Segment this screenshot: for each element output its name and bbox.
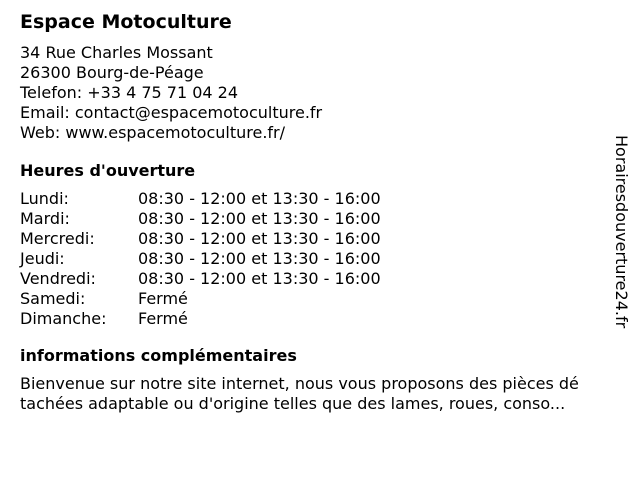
description-line: tachées adaptable ou d'origine telles que des lames, roues, conso...: [20, 394, 566, 413]
address-street: 34 Rue Charles Mossant: [20, 43, 213, 62]
day-hours: Fermé: [138, 289, 188, 308]
hours-row: [20, 249, 381, 269]
day-hours: Fermé: [138, 309, 188, 328]
site-watermark: Horairesdouverture24.fr: [612, 135, 631, 329]
business-name: Espace Motoculture: [20, 11, 232, 33]
hours-table: [20, 189, 381, 329]
day-label: Samedi:: [20, 289, 86, 308]
address-city: 26300 Bourg-de-Péage: [20, 63, 204, 82]
description-line: Bienvenue sur notre site internet, nous vous proposons des pièces dé: [20, 374, 579, 393]
day-hours: 08:30 - 12:00 et 13:30 - 16:00: [138, 229, 381, 248]
hours-row: [20, 209, 381, 229]
day-label: Jeudi:: [20, 249, 65, 268]
phone-line[interactable]: Telefon: +33 4 75 71 04 24: [20, 83, 239, 102]
email-line[interactable]: Email: contact@espacemotoculture.fr: [20, 103, 323, 122]
hours-row: [20, 189, 381, 209]
hours-row: [20, 289, 381, 309]
info-heading: informations complémentaires: [20, 346, 297, 365]
contact-block: [20, 43, 620, 143]
hours-row: [20, 229, 381, 249]
business-card: [20, 10, 620, 414]
info-description: [20, 374, 640, 414]
day-label: Dimanche:: [20, 309, 107, 328]
hours-heading: Heures d'ouverture: [20, 161, 196, 180]
day-hours: 08:30 - 12:00 et 13:30 - 16:00: [138, 209, 381, 228]
hours-row: [20, 269, 381, 289]
day-hours: 08:30 - 12:00 et 13:30 - 16:00: [138, 189, 381, 208]
day-label: Vendredi:: [20, 269, 96, 288]
day-hours: 08:30 - 12:00 et 13:30 - 16:00: [138, 269, 381, 288]
day-label: Lundi:: [20, 189, 69, 208]
day-hours: 08:30 - 12:00 et 13:30 - 16:00: [138, 249, 381, 268]
day-label: Mardi:: [20, 209, 70, 228]
web-line[interactable]: Web: www.espacemotoculture.fr/: [20, 123, 286, 142]
day-label: Mercredi:: [20, 229, 95, 248]
hours-row: [20, 309, 381, 329]
